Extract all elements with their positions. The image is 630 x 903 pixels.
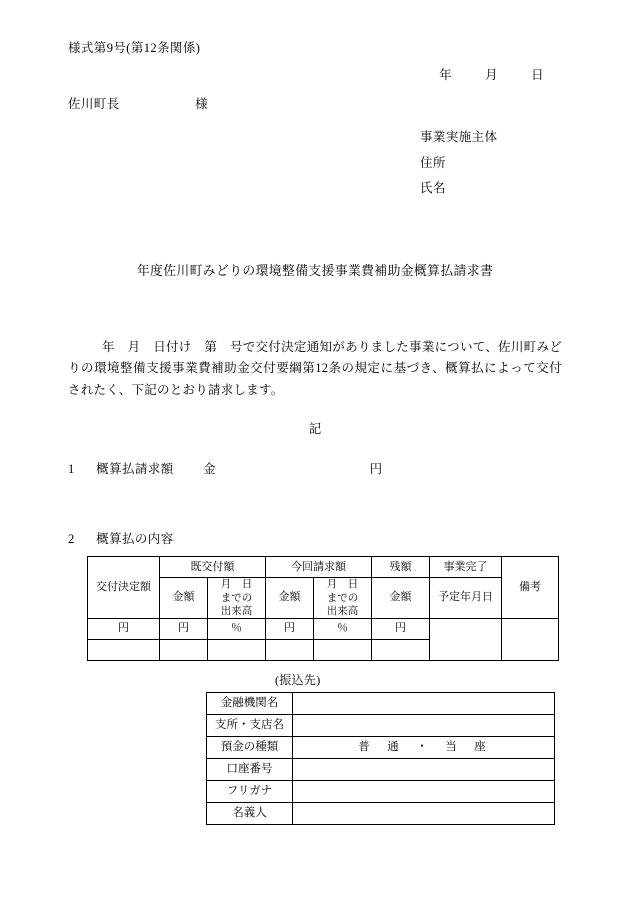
paragraph-text: 年 月 日付け 第 号で交付決定通知がありました事業について、佐川町みどりの環境整備支援事業費補助金交付要綱第12条の規定に基づき、概算払によって交付されたく、下記のとおり請求します。 (68, 339, 562, 397)
header-konkai-kingaku: 金額 (266, 578, 314, 618)
header-kikofu-dekidaka-line3: 出来高 (220, 605, 253, 617)
table-row-units (88, 618, 559, 639)
header-konkai-dekidaka (314, 578, 372, 618)
applicant-address-label: 住所 (420, 155, 446, 170)
item-2-number: 2 (68, 532, 75, 547)
table-row (207, 714, 555, 736)
date-year: 年 (439, 68, 453, 82)
table-row (207, 802, 555, 824)
header-kikofu-dekidaka (208, 578, 266, 618)
header-kikofu-kingaku: 金額 (160, 578, 208, 618)
form-number: 様式第9号(第12条関係) (68, 41, 201, 55)
bank-row-label-4: フリガナ (207, 780, 293, 802)
value-biko[interactable] (502, 618, 559, 660)
bank-row-value-1[interactable] (293, 714, 555, 736)
header-yotei-nengetsubi: 予定年月日 (430, 578, 502, 618)
transfer-destination-label: (振込先) (275, 672, 321, 687)
bank-row-value-3[interactable] (293, 758, 555, 780)
page-title: 年度佐川町みどりの環境整備支援事業費補助金概算払請求書 (136, 263, 494, 278)
item-1-number: 1 (68, 462, 75, 477)
settlement-table (87, 556, 559, 660)
date-line (68, 65, 562, 83)
main-table-wrapper (87, 556, 562, 660)
bank-account-table (206, 692, 555, 825)
header-kofu-kettei: 交付決定額 (88, 557, 160, 618)
table-row (207, 780, 555, 802)
ki-heading: 記 (308, 422, 322, 437)
value-kofu-kettei-unit: 円 (88, 618, 160, 639)
header-zangaku: 残額 (372, 557, 430, 578)
bank-row-label-5: 名義人 (207, 802, 293, 824)
entry-kofu-kettei[interactable] (88, 639, 160, 660)
addressee-name: 佐川町長 (68, 97, 120, 111)
bank-table-wrapper (206, 692, 562, 825)
value-konkai-kingaku-unit: 円 (266, 618, 314, 639)
table-row (207, 736, 555, 758)
bank-row-value-0[interactable] (293, 692, 555, 714)
header-konkai-dekidaka-line1: 月 日 (326, 579, 359, 591)
applicant-block (68, 125, 562, 202)
bank-row-value-2[interactable]: 普 通 ・ 当 座 (293, 736, 555, 758)
applicant-name-label: 氏名 (420, 181, 446, 196)
table-row (207, 692, 555, 714)
header-jigyo-kanryo: 事業完了 (430, 557, 502, 578)
addressee-honorific: 様 (195, 97, 209, 111)
item-1 (68, 459, 562, 477)
bank-row-label-1: 支所・支店名 (207, 714, 293, 736)
bank-row-label-2: 預金の種類 (207, 736, 293, 758)
bank-row-label-0: 金融機関名 (207, 692, 293, 714)
item-1-label: 概算払請求額 (96, 462, 174, 477)
value-konkai-dekidaka-unit: ％ (314, 618, 372, 639)
header-konkai-dekidaka-line3: 出来高 (326, 605, 359, 617)
table-row (207, 758, 555, 780)
entry-zangaku[interactable] (372, 639, 430, 660)
bank-row-value-5[interactable] (293, 802, 555, 824)
bank-row-label-3: 口座番号 (207, 758, 293, 780)
header-konkai-dekidaka-line2: までの (326, 592, 359, 604)
entry-konkai-dekidaka[interactable] (314, 639, 372, 660)
value-jigyo-kanryo[interactable] (430, 618, 502, 660)
applicant-entity-label: 事業実施主体 (420, 130, 498, 144)
item-2-label: 概算払の内容 (96, 532, 174, 547)
date-month: 月 (485, 68, 499, 82)
addressee (68, 94, 562, 112)
item-2 (68, 529, 562, 547)
table-row-header-1 (88, 557, 559, 578)
document-body (68, 38, 562, 825)
header-biko: 備考 (502, 557, 559, 618)
date-day: 日 (531, 68, 544, 82)
header-kikofu-dekidaka-line2: までの (220, 592, 253, 604)
entry-kikofu-kingaku[interactable] (160, 639, 208, 660)
body-paragraph (68, 337, 562, 402)
entry-konkai-kingaku[interactable] (266, 639, 314, 660)
entry-kikofu-dekidaka[interactable] (208, 639, 266, 660)
header-kikofu: 既交付額 (160, 557, 266, 578)
header-kikofu-dekidaka-line1: 月 日 (220, 579, 253, 591)
item-1-kin: 金 (203, 462, 217, 477)
bank-row-value-4[interactable] (293, 780, 555, 802)
value-zangaku-unit: 円 (372, 618, 430, 639)
value-kikofu-kingaku-unit: 円 (160, 618, 208, 639)
value-kikofu-dekidaka-unit: ％ (208, 618, 266, 639)
header-zangaku-kingaku: 金額 (372, 578, 430, 618)
header-konkai: 今回請求額 (266, 557, 372, 578)
item-1-yen: 円 (369, 462, 383, 477)
